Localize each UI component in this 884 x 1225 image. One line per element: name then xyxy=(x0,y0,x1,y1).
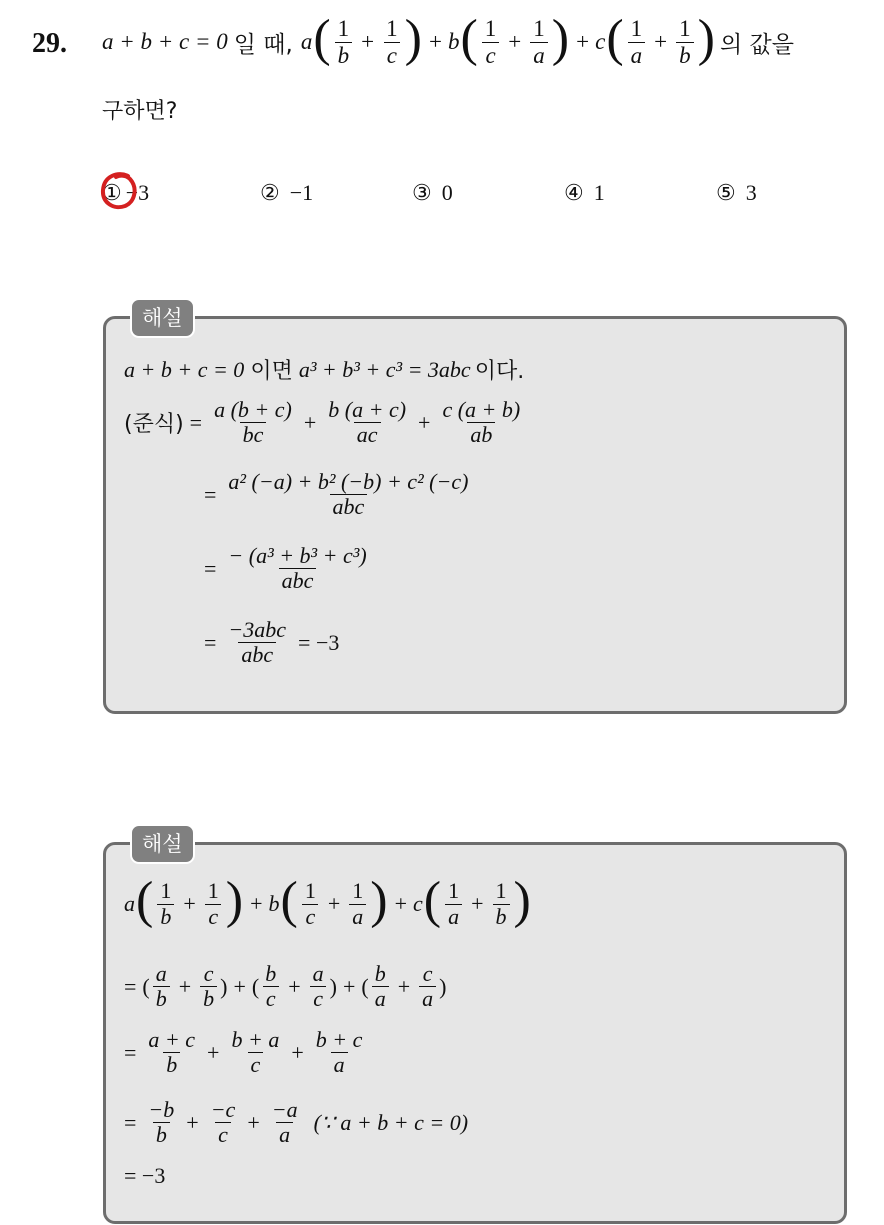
frac-den: a xyxy=(445,904,462,929)
frac-num: 1 xyxy=(386,16,398,42)
frac-den: a xyxy=(530,42,548,68)
frac-den: b xyxy=(157,904,174,929)
frac-num: c xyxy=(203,961,214,986)
frac-num: −c xyxy=(210,1097,236,1122)
frac-den: a xyxy=(349,904,366,929)
question-number: 29. xyxy=(32,28,67,59)
frac-num: 1 xyxy=(495,878,507,904)
solution2-line3: = $\frac{a + c}{b}$ + $\frac{b + a}{c}$ + $\frac{b + c}{a}$ xyxy=(124,1028,368,1077)
choice-1[interactable] xyxy=(102,180,149,206)
frac-num: − (a³ + b³ + c³) xyxy=(228,543,367,568)
frac-den: b xyxy=(163,1052,180,1077)
frac-den: c xyxy=(215,1122,231,1147)
s1-identity: a³ + b³ + c³ = 3abc xyxy=(298,356,471,382)
choice-value: −3 xyxy=(125,180,150,205)
solution1-line1 xyxy=(124,354,524,385)
choice-mark: ② xyxy=(260,180,280,205)
choice-3[interactable] xyxy=(412,180,453,206)
solution1-step2: = $\frac{\text{a² (−a) + b² (−b) + c² (−c)}}{\text{abc}}$ xyxy=(198,470,474,519)
frac-den: c xyxy=(310,986,326,1011)
s1-label: (준식) xyxy=(124,412,184,438)
question-line2: 구하면? xyxy=(102,99,178,124)
solution-tag-2: 해설 xyxy=(130,824,195,864)
s1-result: = −3 xyxy=(298,629,340,655)
solution2-line4: = $\frac{-b}{b}$ + $\frac{-c}{c}$ + $\frac{-a}{a}$ (∵ a + b + c = 0) xyxy=(124,1097,469,1148)
frac-den: a xyxy=(419,986,436,1011)
solution1-step1: (준식) = $\frac{a (b + c)}{bc}$ + $\frac{b (a + c)}{ac}$ + $\frac{c (a + b)}{ab}$ xyxy=(124,398,526,447)
frac-den: abc xyxy=(238,642,276,667)
frac-den: b xyxy=(153,986,170,1011)
frac-num: c xyxy=(422,961,433,986)
frac-den: a xyxy=(628,42,646,68)
choice-2[interactable] xyxy=(260,180,313,206)
frac-num: c (a + b) xyxy=(442,397,521,422)
solution1-step4: = $\frac{\text{−3abc}}{\text{abc}}$ = −3 xyxy=(204,617,340,668)
question-condition-suffix: 일 때, xyxy=(233,31,293,58)
s1-condition: a + b + c = 0 xyxy=(124,356,245,382)
frac-den: a xyxy=(276,1122,293,1147)
choice-value: 3 xyxy=(745,180,757,205)
frac-den: b xyxy=(335,42,353,68)
s1-kr-end: 이다. xyxy=(474,359,525,384)
frac-den: abc xyxy=(279,568,317,593)
choice-value: 1 xyxy=(593,180,605,205)
frac-num: b xyxy=(374,961,386,986)
frac-num: a² (−a) + b² (−b) + c² (−c) xyxy=(228,469,469,494)
solution2-line1: a ( $\frac{1}{b}$ + $\frac{1}{c}$ ) + b ( $\frac{1}{c}$ + $\frac{1}{a}$ ) + c ( $\frac{1}{a}$ + $\frac{1}{b}$ ) xyxy=(124,872,531,929)
frac-num: b + a xyxy=(231,1027,280,1052)
frac-num: −a xyxy=(271,1097,298,1122)
frac-den: a xyxy=(372,986,389,1011)
choice-mark: ① xyxy=(102,180,122,205)
question-condition: a + b + c = 0 xyxy=(102,29,228,54)
frac-num: 1 xyxy=(533,16,545,42)
choice-mark: ③ xyxy=(412,180,432,205)
s1-kr-if: 이면 xyxy=(250,359,293,384)
frac-num: b (a + c) xyxy=(328,397,407,422)
frac-num: 1 xyxy=(207,878,219,904)
choice-5[interactable] xyxy=(716,180,757,206)
choice-value: −1 xyxy=(289,180,314,205)
frac-num: b xyxy=(265,961,277,986)
frac-num: 1 xyxy=(484,16,497,42)
frac-den: c xyxy=(205,904,221,929)
frac-den: c xyxy=(482,42,498,68)
solution2-line2: = ( $\frac{a}{b}$ + $\frac{c}{b}$ ) + ( $\frac{b}{c}$ + $\frac{a}{c}$ ) + ( $\frac{b}{a}$ + $\frac{c}{a}$ ) xyxy=(124,961,447,1012)
frac-den: b xyxy=(676,42,694,68)
frac-num: a xyxy=(312,961,324,986)
frac-den: ac xyxy=(354,422,381,447)
frac-den: c xyxy=(263,986,279,1011)
s2-because: (∵ a + b + c = 0) xyxy=(313,1109,469,1135)
frac-num: 1 xyxy=(630,16,643,42)
frac-num: a (b + c) xyxy=(214,397,292,422)
frac-den: c xyxy=(384,42,400,68)
frac-num: −3abc xyxy=(228,617,287,642)
frac-num: 1 xyxy=(679,16,691,42)
frac-den: b xyxy=(200,986,217,1011)
frac-den: c xyxy=(302,904,318,929)
frac-den: b xyxy=(493,904,510,929)
frac-num: 1 xyxy=(448,878,460,904)
choice-mark: ⑤ xyxy=(716,180,736,205)
frac-num: −b xyxy=(148,1097,175,1122)
solution2-line5: = −3 xyxy=(124,1163,166,1188)
frac-den: a xyxy=(331,1052,348,1077)
solution1-step3: = $\frac{\text{− (a³ + b³ + c³)}}{\text{abc}}$ xyxy=(198,544,373,593)
frac-num: a xyxy=(155,961,167,986)
frac-num: 1 xyxy=(160,878,172,904)
solution-tag-1: 해설 xyxy=(130,298,195,338)
frac-den: abc xyxy=(330,494,368,519)
frac-num: 1 xyxy=(352,878,364,904)
frac-num: 1 xyxy=(337,16,350,42)
question-expression: a + b + c = 0 일 때, a ( $\frac{1}{b}$ + $\frac{1}{c}$ ) + b ( $\frac{1}{c}$ + $\frac{1}{a}$ ) + c ( $\frac{1}{a}$ + $\frac{1}{b}$ ) 의 값을 xyxy=(102,10,794,68)
frac-num: 1 xyxy=(304,878,316,904)
question-tail: 의 값을 xyxy=(719,31,794,58)
choice-4[interactable] xyxy=(564,180,605,206)
frac-den: b xyxy=(153,1122,170,1147)
frac-den: ab xyxy=(467,422,495,447)
frac-num: b + c xyxy=(315,1027,363,1052)
frac-den: bc xyxy=(240,422,267,447)
frac-num: a + c xyxy=(148,1027,196,1052)
frac-den: c xyxy=(248,1052,264,1077)
choice-mark: ④ xyxy=(564,180,584,205)
selected-circle-mark xyxy=(98,170,140,212)
choice-value: 0 xyxy=(441,180,453,205)
